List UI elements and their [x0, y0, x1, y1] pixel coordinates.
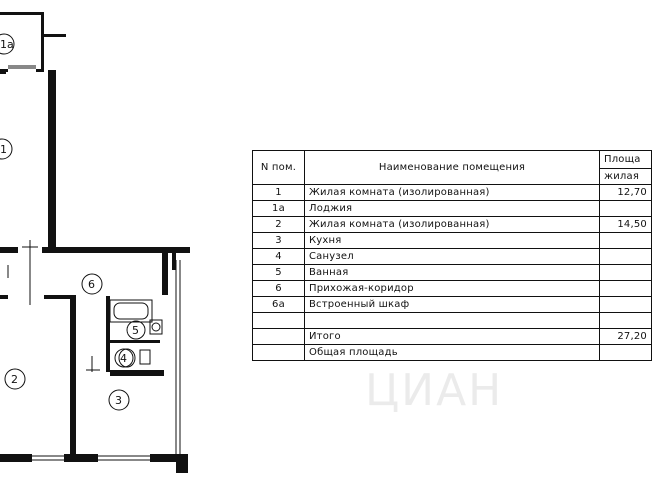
- row-name: Итого: [305, 329, 600, 345]
- table-row: [253, 233, 652, 249]
- watermark: ЦИАН: [365, 365, 504, 416]
- row-num: 3: [253, 233, 305, 249]
- row-area: [600, 201, 652, 217]
- header-area-living: жилая: [600, 168, 652, 185]
- table-row-total: [253, 329, 652, 345]
- svg-text:3: 3: [115, 394, 122, 407]
- row-name: Лоджия: [305, 201, 600, 217]
- svg-text:1a: 1a: [0, 38, 14, 51]
- room-label-6: [82, 274, 102, 294]
- row-name: Ванная: [305, 265, 600, 281]
- row-area: [600, 281, 652, 297]
- row-num: 6: [253, 281, 305, 297]
- row-name: Встроенный шкаф: [305, 297, 600, 313]
- row-area: [600, 265, 652, 281]
- row-area: [600, 249, 652, 265]
- explication-table-container: [252, 150, 647, 361]
- row-name: Кухня: [305, 233, 600, 249]
- row-name: Жилая комната (изолированная): [305, 185, 600, 201]
- header-room-number: N пом.: [253, 151, 305, 185]
- svg-text:6: 6: [88, 278, 95, 291]
- room-label-4: [115, 349, 133, 367]
- row-area: 14,50: [600, 217, 652, 233]
- room-label-1a: [0, 34, 14, 54]
- row-num: 6a: [253, 297, 305, 313]
- row-name: Санузел: [305, 249, 600, 265]
- explication-table: [252, 150, 652, 361]
- table-row: [253, 281, 652, 297]
- table-row: [253, 185, 652, 201]
- room-label-3: [109, 390, 129, 410]
- row-num: 5: [253, 265, 305, 281]
- table-row: [253, 201, 652, 217]
- table-row-total-area: [253, 345, 652, 361]
- row-num: 1: [253, 185, 305, 201]
- header-room-name: Наименование помещения: [305, 151, 600, 185]
- header-area: Площа: [600, 151, 652, 169]
- row-name: [305, 313, 600, 329]
- row-num: 1a: [253, 201, 305, 217]
- svg-text:4: 4: [120, 352, 127, 365]
- toilet-4: [110, 340, 164, 376]
- row-area: [600, 297, 652, 313]
- row-area: [600, 233, 652, 249]
- corridor-walls: [0, 240, 190, 460]
- table-row: [253, 249, 652, 265]
- row-area: [600, 345, 652, 361]
- row-name: Жилая комната (изолированная): [305, 217, 600, 233]
- table-row: [253, 313, 652, 329]
- svg-text:2: 2: [11, 373, 18, 386]
- row-name: Прихожая-коридор: [305, 281, 600, 297]
- row-num: [253, 313, 305, 329]
- svg-text:1: 1: [0, 143, 7, 156]
- row-area: [600, 313, 652, 329]
- room-label-5: [127, 321, 145, 339]
- room-label-1: [0, 139, 12, 159]
- kitchen-walls: [86, 250, 188, 473]
- table-row: [253, 217, 652, 233]
- row-num: [253, 345, 305, 361]
- room-label-2: [5, 369, 25, 389]
- table-row: [253, 297, 652, 313]
- bottom-wall: [0, 454, 188, 462]
- floor-plan: [0, 0, 200, 480]
- row-area: 12,70: [600, 185, 652, 201]
- row-num: 2: [253, 217, 305, 233]
- row-name: Общая площадь: [305, 345, 600, 361]
- row-num: 4: [253, 249, 305, 265]
- row-area: 27,20: [600, 329, 652, 345]
- table-row: [253, 265, 652, 281]
- row-num: [253, 329, 305, 345]
- svg-text:5: 5: [132, 324, 139, 337]
